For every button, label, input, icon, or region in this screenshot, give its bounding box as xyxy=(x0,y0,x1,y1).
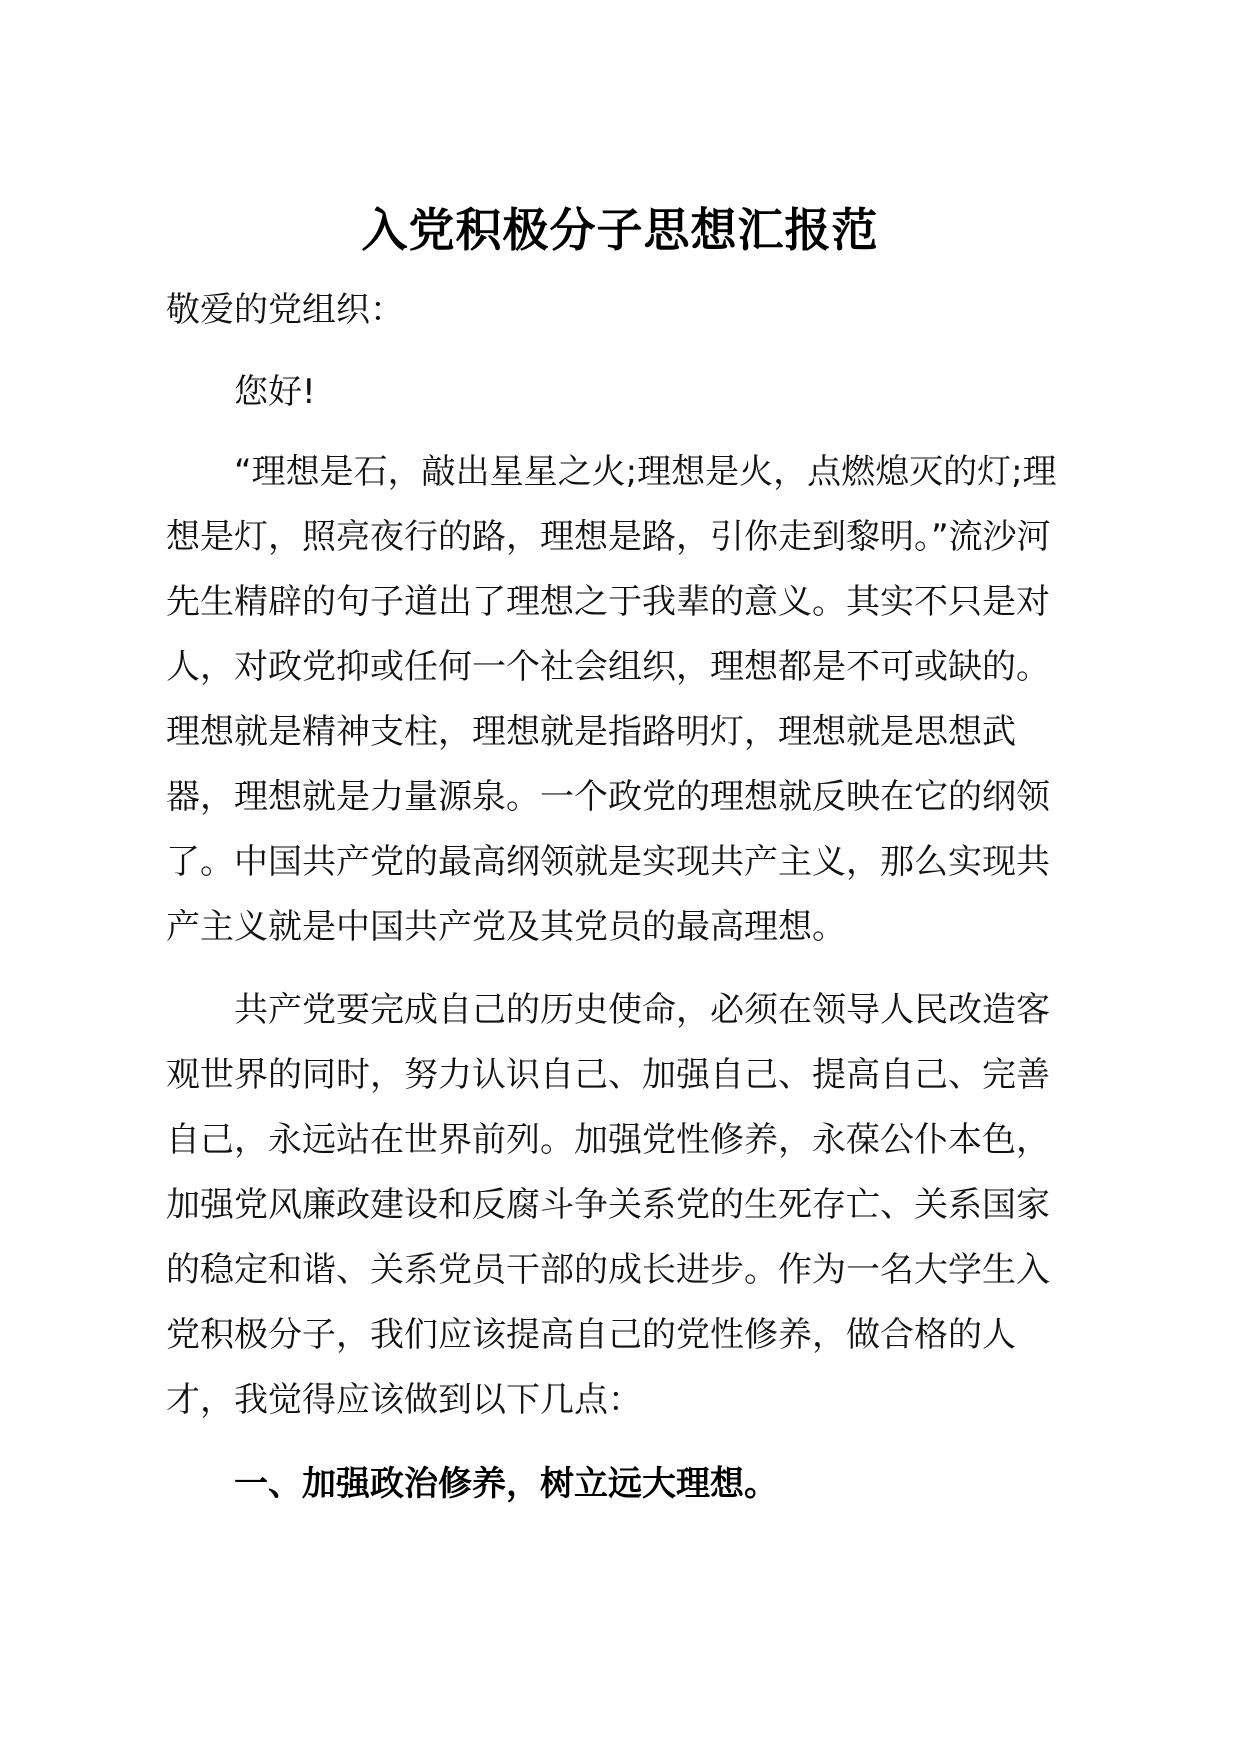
body-paragraph: 共产党要完成自己的历史使命，必须在领导人民改造客观世界的同时，努力认识自己、加强自己、提高自己、完善自己，永远站在世界前列。加强党性修养，永葆公仆本色，加强党风廉政建设和反腐斗争关系党的生死存亡、关系国家的稳定和谐、关系党员干部的成长进步。作为一名大学生入党积极分子，我们应该提高自己的党性修养，做合格的人才，我觉得应该做到以下几点： xyxy=(166,990,1050,1420)
document-title: 入党积极分子思想汇报范 xyxy=(361,203,879,257)
section-heading: 一、加强政治修养，树立远大理想。 xyxy=(234,1464,778,1504)
salutation: 敬爱的党组织： xyxy=(166,290,404,330)
body-paragraph: “理想是石，敲出星星之火;理想是火，点燃熄灭的灯;理想是灯，照亮夜行的路，理想是路，引你走到黎明。”流沙河先生精辟的句子道出了理想之于我辈的意义。其实不只是对人，对政党抑或任何一个社会组织，理想都是不可或缺的。理想就是精神支柱，理想就是指路明灯，理想就是思想武器，理想就是力量源泉。一个政党的理想就反映在它的纲领了。中国共产党的最高纲领就是实现共产主义，那么实现共产主义就是中国共产党及其党员的最高理想。 xyxy=(166,452,1057,947)
greeting: 您好! xyxy=(234,372,316,412)
